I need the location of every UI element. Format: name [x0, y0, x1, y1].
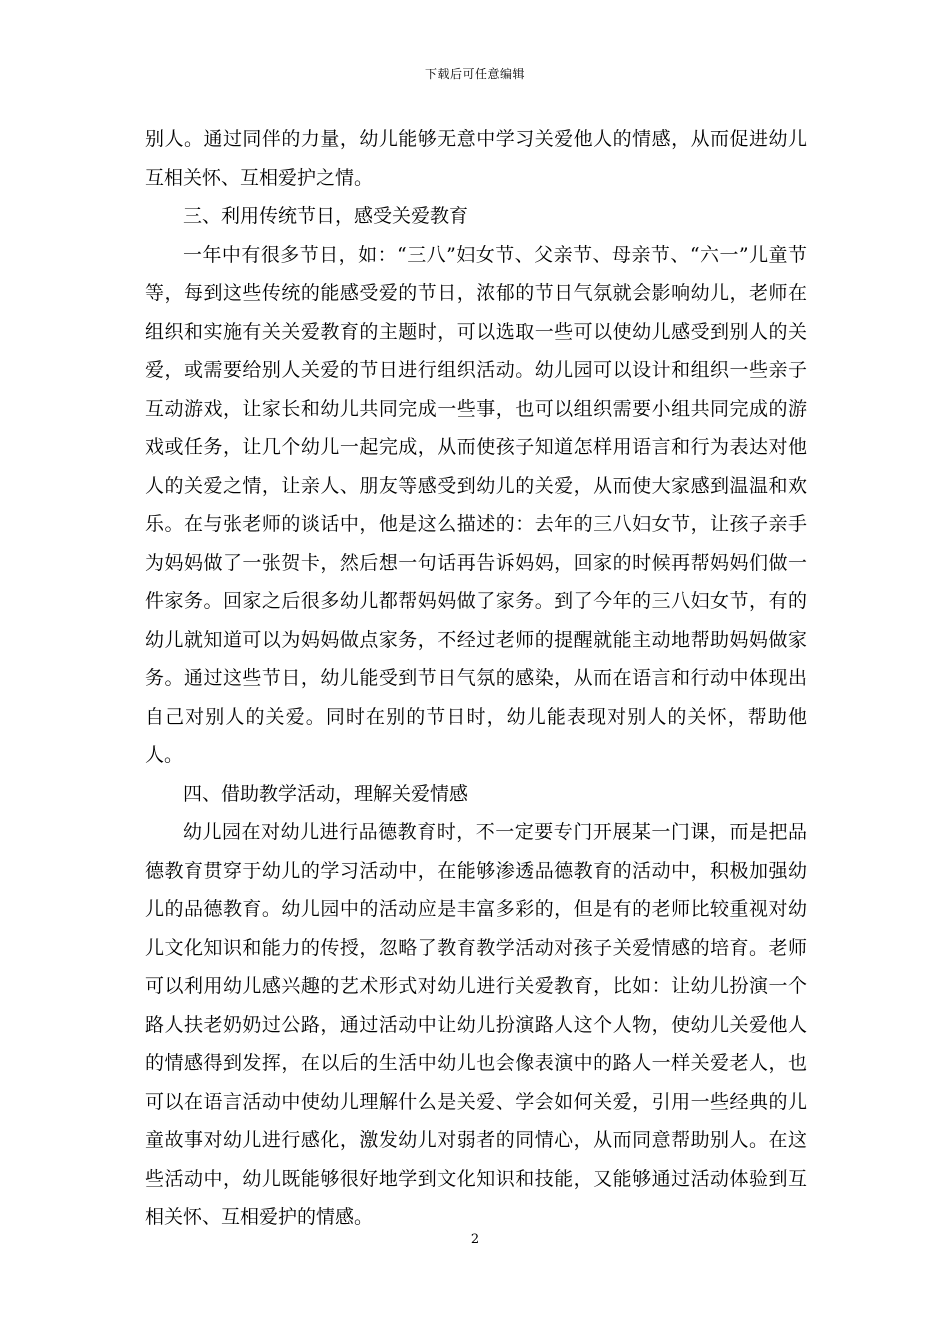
page-number: 2 [470, 1232, 480, 1247]
paragraph-festivals: 一年中有很多节日，如：“三八”妇女节、父亲节、母亲节、“六一”儿童节等，每到这些传统的能感受爱的节日，浓郁的节日气氛就会影响幼儿，老师在组织和实施有关关爱教育的主题时，可以选取一些可以使幼儿感受到别人的关爱，或需要给别人关爱的节日进行组织活动。幼儿园可以设计和组织一些亲子互动游戏，让家长和幼儿共同完成一些事，也可以组织需要小组共同完成的游戏或任务，让几个幼儿一起完成，从而使孩子知道怎样用语言和行为表达对他人的关爱之情，让亲人、朋友等感受到幼儿的关爱，从而使大家感到温温和欢乐。在与张老师的谈话中，他是这么描述的：去年的三八妇女节，让孩子亲手为妈妈做了一张贺卡，然后想一句话再告诉妈妈，回家的时候再帮妈妈们做一件家务。回家之后很多幼儿都帮妈妈做了家务。到了今年的三八妇女节，有的幼儿就知道可以为妈妈做点家务，不经过老师的提醒就能主动地帮助妈妈做家务。通过这些节日，幼儿能受到节日气氛的感染，从而在语言和行动中体现出自己对别人的关爱。同时在别的节日时，幼儿能表现对别人的关怀，帮助他人。 [145, 243, 807, 766]
paragraph-teaching-activities: 幼儿园在对幼儿进行品德教育时，不一定要专门开展某一门课，而是把品德教育贯穿于幼儿的学习活动中，在能够渗透品德教育的活动中，积极加强幼儿的品德教育。幼儿园中的活动应是丰富多彩的，但是有的老师比较重视对幼儿文化知识和能力的传授，忽略了教育教学活动对孩子关爱情感的培育。老师可以利用幼儿感兴趣的艺术形式对幼儿进行关爱教育，比如：让幼儿扮演一个路人扶老奶奶过公路，通过活动中让幼儿扮演路人这个人物，使幼儿关爱他人的情感得到发挥，在以后的生活中幼儿也会像表演中的路人一样关爱老人，也可以在语言活动中使幼儿理解什么是关爱、学会如何关爱，引用一些经典的儿童故事对幼儿进行感化，激发幼儿对弱者的同情心，从而同意帮助别人。在这些活动中，幼儿既能够很好地学到文化知识和技能，又能够通过活动体验到互相关怀、互相爱护的情感。 [145, 821, 807, 1228]
section-heading-3: 三、利用传统节日，感受关爱教育 [183, 205, 469, 227]
paragraph-continuation: 别人。通过同伴的力量，幼儿能够无意中学习关爱他人的情感，从而促进幼儿互相关怀、互相爱护之情。 [145, 128, 807, 189]
page-header: 下载后可任意编辑 [424, 67, 525, 81]
document-body [145, 120, 807, 1237]
section-heading-4: 四、借助教学活动，理解关爱情感 [183, 782, 469, 805]
